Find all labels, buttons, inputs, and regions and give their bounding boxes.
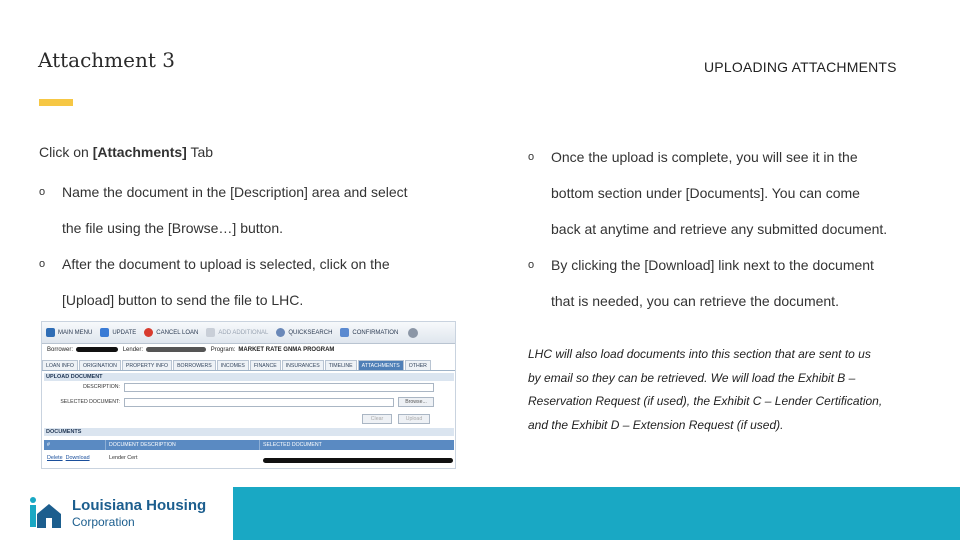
logo-sub: Corporation [72, 515, 135, 529]
main-menu-button[interactable]: MAIN MENU [46, 328, 92, 337]
slide-title: Attachment 3 [38, 48, 175, 72]
note-line: by email so they can be retrieved. We will load the Exhibit B – [528, 370, 856, 385]
table-row [44, 453, 454, 463]
left-bullet-1 [39, 174, 479, 246]
gear-icon[interactable] [408, 328, 418, 338]
left-column [39, 144, 479, 318]
left-bullet-2 [39, 246, 479, 318]
tab-insurances[interactable]: INSURANCES [282, 360, 324, 370]
redacted-filename [263, 458, 453, 463]
app-toolbar [42, 322, 455, 344]
right-bullet-2 [528, 247, 928, 319]
bullet-mark: o [528, 259, 535, 271]
bullet-line: Name the document in the [Description] area and select [62, 184, 408, 200]
loan-info-row [47, 347, 452, 357]
intro-suffix: Tab [186, 144, 214, 160]
documents-header: DOCUMENTS [44, 428, 454, 436]
documents-grid-header [44, 440, 454, 450]
tab-timeline[interactable]: TIMELINE [325, 360, 357, 370]
menu-icon [46, 328, 55, 337]
note-line: Reservation Request (if used), the Exhibit C – Lender Certification, [528, 394, 883, 408]
row-description: Lender Cert [109, 455, 138, 461]
loan-tabs [42, 360, 455, 371]
upload-button[interactable]: Upload [398, 414, 430, 424]
tab-property-info[interactable]: PROPERTY INFO [122, 360, 172, 370]
tab-borrowers[interactable]: BORROWERS [173, 360, 216, 370]
update-button[interactable]: UPDATE [100, 328, 136, 337]
tab-incomes[interactable]: INCOMES [217, 360, 249, 370]
borrower-label: Borrower: [47, 347, 74, 354]
bullet-line: the file using the [Browse…] button. [62, 220, 284, 236]
italic-note [528, 343, 928, 437]
clear-button[interactable]: Clear [362, 414, 392, 424]
tab-finance[interactable]: FINANCE [250, 360, 281, 370]
col-number: # [44, 440, 106, 450]
note-line: and the Exhibit D – Extension Request (if used). [528, 417, 784, 432]
row-actions [44, 453, 106, 463]
bullet-mark: o [39, 186, 46, 198]
download-link[interactable]: Download [65, 455, 90, 461]
redacted-borrower [76, 347, 118, 352]
tab-loan-info[interactable]: LOAN INFO [42, 360, 78, 370]
intro-prefix: Click on [39, 144, 93, 160]
note-line: LHC will also load documents into this section that are sent to us [528, 347, 871, 361]
description-label: DESCRIPTION: [83, 384, 120, 390]
right-bullet-1 [528, 139, 928, 247]
right-column [528, 139, 928, 319]
confirmation-icon [340, 328, 349, 337]
bullet-line: back at anytime and retrieve any submitted document. [551, 221, 888, 237]
bullet-line: By clicking the [Download] link next to the document [551, 257, 874, 273]
bullet-mark: o [39, 258, 46, 270]
add-additional-button[interactable]: ADD ADDITIONAL [206, 328, 268, 337]
search-icon [276, 328, 285, 337]
add-icon [206, 328, 215, 337]
browse-button[interactable]: Browse... [398, 397, 434, 407]
bullet-line: Once the upload is complete, you will see it in the [551, 149, 858, 165]
tab-other[interactable]: OTHER [405, 360, 431, 370]
selected-document-input[interactable] [124, 398, 394, 407]
selected-document-label: SELECTED DOCUMENT: [60, 399, 120, 405]
redacted-lender [146, 347, 206, 352]
description-input[interactable] [124, 383, 434, 392]
intro-bold: [Attachments] [92, 144, 187, 160]
bullet-line: [Upload] button to send the file to LHC. [62, 292, 304, 308]
cancel-loan-button[interactable]: CANCEL LOAN [144, 328, 198, 337]
tab-attachments[interactable]: ATTACHMENTS [358, 360, 404, 370]
lender-label: Lender: [122, 347, 144, 354]
tab-origination[interactable]: ORIGINATION [79, 360, 121, 370]
confirmation-button[interactable]: CONFIRMATION [340, 328, 398, 337]
logo [27, 494, 217, 534]
bullet-line: bottom section under [Documents]. You can come [551, 185, 860, 201]
slide-heading: UPLOADING ATTACHMENTS [704, 59, 897, 75]
cancel-icon [144, 328, 153, 337]
logo-name: Louisiana Housing [72, 497, 207, 514]
bullet-line: After the document to upload is selected, click on the [62, 256, 390, 272]
intro-text [39, 144, 479, 160]
upload-document-header: UPLOAD DOCUMENT [44, 373, 454, 381]
attachments-screenshot [41, 321, 456, 469]
quicksearch-button[interactable]: QUICKSEARCH [276, 328, 332, 337]
update-icon [100, 328, 109, 337]
bullet-line: that is needed, you can retrieve the document. [551, 293, 839, 309]
col-selected-document[interactable]: SELECTED DOCUMENT [263, 442, 322, 448]
bottom-band [233, 487, 960, 540]
accent-bar [39, 99, 73, 106]
bullet-mark: o [528, 151, 535, 163]
delete-link[interactable]: Delete [47, 455, 63, 461]
program-value: MARKET RATE GNMA PROGRAM [238, 347, 335, 354]
house-people-icon [27, 496, 63, 530]
row-selected-document [260, 453, 450, 463]
col-description[interactable]: DOCUMENT DESCRIPTION [106, 440, 260, 450]
program-label: Program: [210, 347, 236, 354]
